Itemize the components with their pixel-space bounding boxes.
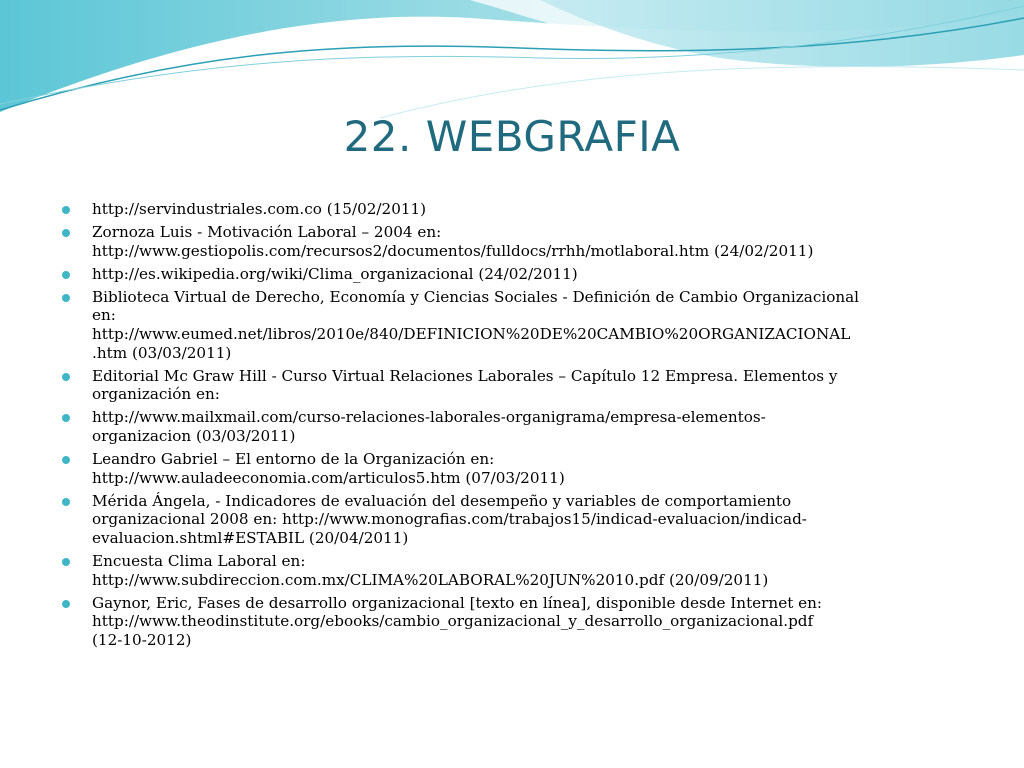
list-item: [60, 408, 975, 445]
list-item: [60, 367, 975, 404]
list-item: [60, 223, 975, 260]
list-item: [60, 450, 975, 487]
reference-text: http://www.mailxmail.com/curso-relaciones-laborales-organigrama/empresa-elementos- organizacion (03/03/2011): [92, 408, 766, 446]
header-wave-decoration: [0, 0, 1024, 130]
bullet-icon: [62, 558, 70, 566]
reference-text: Encuesta Clima Laboral en: http://www.subdireccion.com.mx/CLIMA%20LABORAL%20JUN%2010.pdf (20/09/2011): [92, 552, 769, 589]
reference-text: Gaynor, Eric, Fases de desarrollo organizacional [texto en línea], disponible desde Internet en: http://www.theodinstitute.org/ebooks/cambio_organizacional_y_desarrollo_organizacional.pdf (12-10-2012): [92, 593, 823, 649]
reference-text: Editorial Mc Graw Hill - Curso Virtual Relaciones Laborales – Capítulo 12 Empresa. Elementos y organización en:: [92, 366, 838, 404]
list-item: [60, 265, 975, 284]
bullet-icon: [62, 229, 70, 237]
reference-text: Leandro Gabriel – El entorno de la Organización en: http://www.auladeeconomia.com/articulos5.htm (07/03/2011): [92, 450, 565, 487]
list-item: [60, 552, 975, 589]
bullet-icon: [62, 456, 70, 464]
bullet-icon: [62, 414, 70, 422]
reference-text: Biblioteca Virtual de Derecho, Economía y Ciencias Sociales - Definición de Cambio Organizacional en: http://www.eumed.net/libros/2010e/840/DEFINICION%20DE%20CAMBIO%20ORGANIZACIONAL .htm (03/03/2011): [92, 287, 860, 362]
list-item: [60, 288, 975, 362]
list-item: [60, 594, 975, 650]
bullet-icon: [62, 498, 70, 506]
list-item: [60, 492, 975, 548]
slide-title: 22. WEBGRAFIA: [343, 112, 681, 161]
reference-text: Zornoza Luis - Motivación Laboral – 2004 en: http://www.gestiopolis.com/recursos2/documentos/fulldocs/rrhh/motlaboral.htm (24/02/2011): [92, 223, 814, 260]
reference-text: http://es.wikipedia.org/wiki/Clima_organizacional (24/02/2011): [92, 264, 578, 283]
reference-text: http://servindustriales.com.co (15/02/2011): [92, 200, 427, 218]
bullet-icon: [62, 373, 70, 381]
bullet-icon: [62, 600, 70, 608]
reference-text: Mérida Ángela, - Indicadores de evaluación del desempeño y variables de comportamiento organizacional 2008 en: http://www.monografias.com/trabajos15/indicad-evaluacion/indicad- evaluacion.shtml#ESTABIL (20/04/2011): [92, 491, 807, 547]
bullet-icon: [62, 294, 70, 302]
bullet-icon: [62, 271, 70, 279]
list-item: [60, 200, 975, 219]
bullet-icon: [62, 206, 70, 214]
reference-list: [60, 200, 975, 654]
